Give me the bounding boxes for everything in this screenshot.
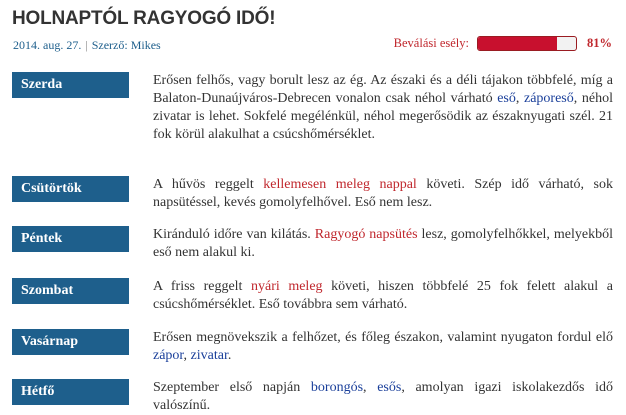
reliability-bar-fill [478,37,557,50]
highlight-warm: nyári meleg [251,279,323,294]
reliability-rating [394,36,612,51]
highlight-rain: záporeső [524,91,574,106]
description-text: követi, hiszen többfelé 25 fok felett alakul a csúcshőmérséklet. Eső továbbra sem várható. [153,279,613,312]
page-title: HOLNAPTÓL RAGYOGÓ IDŐ! [12,8,276,29]
day-description [153,72,613,144]
description-text: , [363,380,378,395]
description-text: , néhol zivatar is lehet. Sokfelé megélénkül, néhol megerősödik az északnyugati szél. 21 fok körül alakulhat a csúcshőmérséklet. [153,91,613,142]
day-label-saturday: Szombat [12,278,129,304]
article-date: 2014. aug. 27. [13,38,82,52]
highlight-rain: zivatar [190,348,228,363]
highlight-warm: kellemesen meleg nappal [263,177,417,192]
description-text: Szeptember első napján [153,380,311,395]
description-text: . [227,348,232,363]
description-text: , [183,348,191,363]
description-text: , amolyan igazi iskolakezdős idő valószínű. [153,380,614,413]
day-label-sunday: Vasárnap [12,329,129,355]
highlight-rain: esős [377,380,402,395]
description-text: A hűvös reggelt [153,177,264,192]
description-text: Erősen megnövekszik a felhőzet, és főleg északon, valamint nyugaton fordul elő [153,330,613,345]
reliability-label: Beválási esély: [393,36,469,50]
reliability-percent: 81% [587,36,612,50]
description-text: , [515,91,524,106]
description-text: követi. Szép idő várható, sok napsütéssel, kevés gomolyfelhővel. Eső nem lesz. [153,177,613,210]
highlight-rain: eső [497,91,516,106]
day-description [153,176,613,212]
day-label-friday: Péntek [12,226,129,252]
day-label-thursday: Csütörtök [12,176,129,202]
day-description [153,379,613,415]
reliability-bar [477,36,577,51]
article-author[interactable]: Szerző: Mikes [91,38,161,52]
description-text: Erősen felhős, vagy borult lesz az ég. Az északi és a déli tájakon többfelé, míg a Balaton-Dunaújváros-Debrecen vonalon csak néhol várható [153,73,613,106]
article-meta [13,38,161,53]
description-text: lesz, gomolyfelhőkkel, melyekből eső nem alakul ki. [153,227,614,260]
description-text: A friss reggelt [153,279,251,294]
day-label-wednesday: Szerda [12,72,129,98]
day-description [153,329,613,365]
highlight-rain: zápor [153,348,184,363]
description-text: Kiránduló időre van kilátás. [153,227,315,242]
day-description [153,226,613,262]
day-label-monday: Hétfő [12,379,129,405]
highlight-rain: borongós [310,380,364,395]
highlight-warm: Ragyogó napsütés [314,227,418,242]
day-description [153,278,613,314]
meta-separator: | [85,38,88,52]
